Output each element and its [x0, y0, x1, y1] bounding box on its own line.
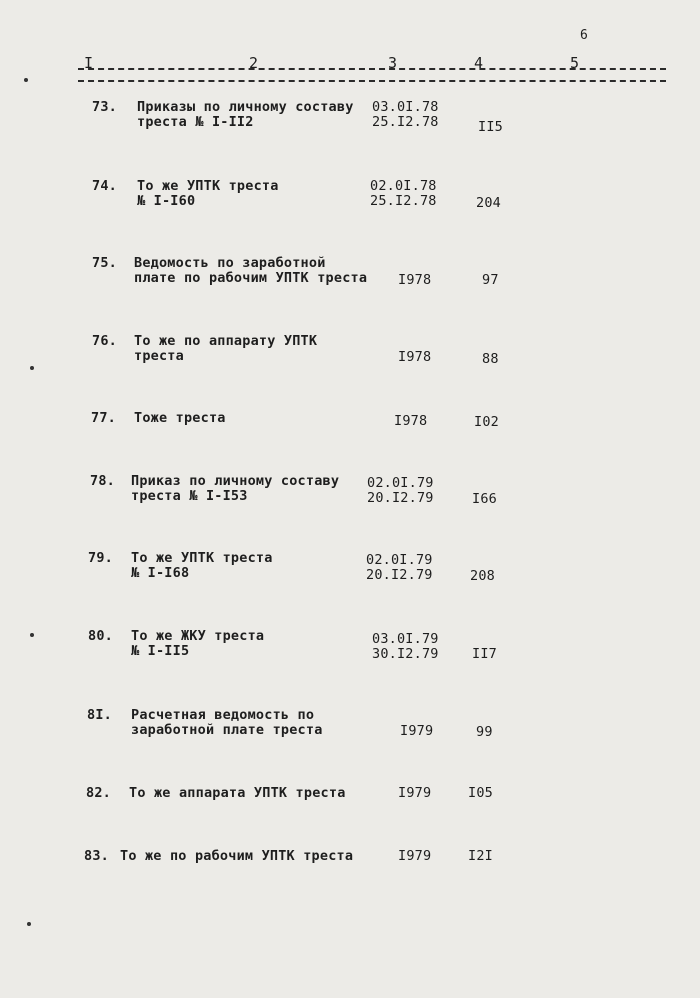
item-sheet-count: I02 — [474, 414, 499, 430]
item-dates: 02.0I.79 20.I2.79 — [366, 552, 433, 583]
item-dates: 02.0I.79 20.I2.79 — [367, 475, 434, 506]
column-number-1: I — [84, 54, 94, 72]
item-title: Приказ по личному составу треста № I-I53 — [131, 473, 340, 504]
column-number-4: 4 — [474, 54, 484, 72]
margin-punch-mark — [30, 366, 34, 370]
item-title: Приказы по личному составу треста № I-II2 — [137, 99, 354, 130]
item-sheet-count: I05 — [468, 785, 493, 801]
item-sheet-count: II5 — [478, 119, 503, 135]
item-number: 73. — [92, 99, 117, 115]
column-number-5: 5 — [570, 54, 580, 72]
item-dates: 02.0I.78 25.I2.78 — [370, 178, 437, 209]
column-number-3: 3 — [388, 54, 398, 72]
item-title: То же по рабочим УПТК треста — [120, 848, 354, 864]
item-number: 74. — [92, 178, 117, 194]
item-dates: I978 — [398, 349, 432, 365]
margin-punch-mark — [24, 78, 28, 82]
item-title: То же аппарата УПТК треста — [129, 785, 346, 801]
margin-punch-mark — [27, 922, 31, 926]
item-number: 77. — [91, 410, 116, 426]
column-number-2: 2 — [249, 54, 259, 72]
item-sheet-count: 97 — [482, 272, 499, 288]
item-title: То же по аппарату УПТК треста — [134, 333, 318, 364]
item-title: Ведомость по заработной плате по рабочим УПТК треста — [134, 255, 368, 286]
item-title: Расчетная ведомость по заработной плате треста — [131, 707, 323, 738]
item-sheet-count: 208 — [470, 568, 495, 584]
item-number: 79. — [88, 550, 113, 566]
item-dates: I978 — [398, 272, 432, 288]
item-title: То же УПТК треста № I-I60 — [137, 178, 279, 209]
item-sheet-count: I66 — [472, 491, 497, 507]
item-number: 80. — [88, 628, 113, 644]
item-dates: 03.0I.78 25.I2.78 — [372, 99, 439, 130]
item-sheet-count: I2I — [468, 848, 493, 864]
item-number: 83. — [84, 848, 109, 864]
item-sheet-count: II7 — [472, 646, 497, 662]
item-number: 8I. — [87, 707, 112, 723]
item-dates: 03.0I.79 30.I2.79 — [372, 631, 439, 662]
header-rule-top — [78, 68, 666, 70]
item-title: Тоже треста — [134, 410, 226, 426]
item-sheet-count: 88 — [482, 351, 499, 367]
item-dates: I979 — [398, 848, 432, 864]
item-dates: I979 — [398, 785, 432, 801]
item-title: То же ЖКУ треста № I-II5 — [131, 628, 265, 659]
item-dates: I978 — [394, 413, 428, 429]
item-number: 78. — [90, 473, 115, 489]
item-title: То же УПТК треста № I-I68 — [131, 550, 273, 581]
header-rule-bottom — [78, 80, 666, 82]
item-sheet-count: 99 — [476, 724, 493, 740]
item-number: 82. — [86, 785, 111, 801]
item-number: 75. — [92, 255, 117, 271]
margin-punch-mark — [30, 633, 34, 637]
item-number: 76. — [92, 333, 117, 349]
page-number: 6 — [580, 28, 588, 43]
item-sheet-count: 204 — [476, 195, 501, 211]
item-dates: I979 — [400, 723, 434, 739]
